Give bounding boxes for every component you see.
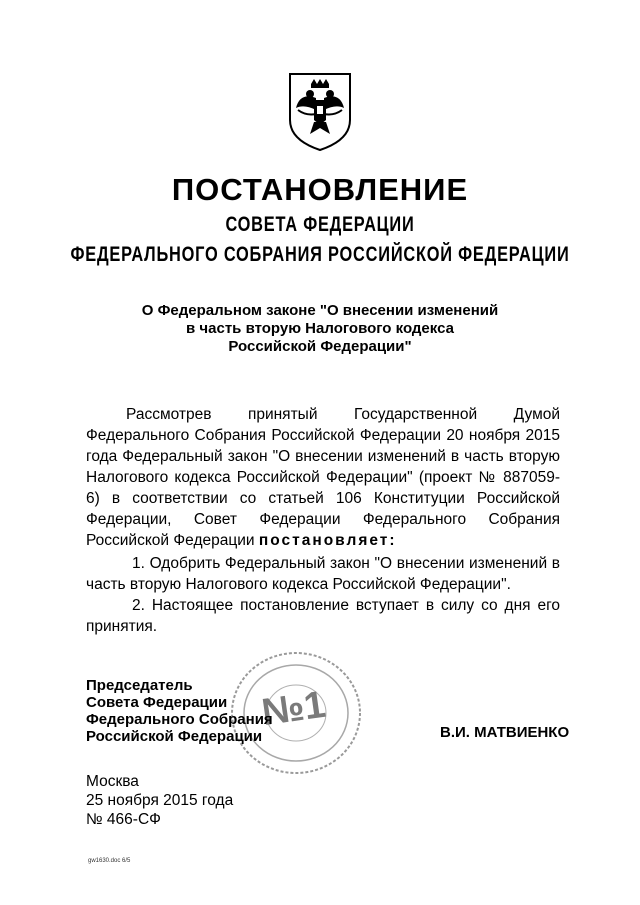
signatory-title-line: Председатель (86, 677, 193, 694)
place-and-date (86, 772, 233, 829)
subject-line: в часть вторую Налогового кодекса (186, 320, 454, 337)
coat-of-arms-emblem (286, 70, 354, 154)
document-title: ПОСТАНОВЛЕНИЕ (171, 172, 469, 207)
signatory-title-line: Федерального Собрания (86, 711, 273, 728)
decree-word: постановляет: (258, 532, 397, 549)
signature-block (86, 677, 273, 745)
preamble-text: Рассмотрев принятый Государственной Думой Федерального Собрания Российской Федерации 20 ноября 2015 года Федеральный закон "О внесении изменений в часть вторую Налогового кодекса Российской Федерации" (проект № 887059-6) в соответствии со статьей 106 Конституции Российской Федерации, Совет Федерации Федерального Собрания Российской Федерации (86, 406, 560, 549)
issuer-line-2: ФЕДЕРАЛЬНОГО СОБРАНИЯ РОССИЙСКОЙ ФЕДЕРАЦИИ (70, 243, 570, 266)
resolution-item-2: 2. Настоящее постановление вступает в силу со дня его принятия. (86, 597, 560, 635)
seal-number: №1 (259, 683, 329, 735)
city: Москва (86, 773, 139, 790)
signatory-name: В.И. МАТВИЕНКО (440, 724, 570, 741)
date: 25 ноября 2015 года (86, 792, 234, 809)
subject-line: О Федеральном законе "О внесении изменений (141, 302, 499, 319)
signatory-title-line: Совета Федерации (86, 694, 228, 711)
preamble-paragraph (86, 404, 560, 551)
signatory-title-line: Российской Федерации (86, 728, 263, 745)
footer-doc-code: gw1630.doc 6/5 (88, 858, 131, 864)
document-number: № 466-СФ (86, 811, 161, 828)
issuer-line-1: СОВЕТА ФЕДЕРАЦИИ (225, 213, 415, 236)
document-subject (120, 302, 520, 356)
subject-line: Российской Федерации" (228, 338, 412, 355)
resolution-item-1: 1. Одобрить Федеральный закон "О внесении изменений в часть вторую Налогового кодекса Российской Федерации". (86, 555, 560, 593)
